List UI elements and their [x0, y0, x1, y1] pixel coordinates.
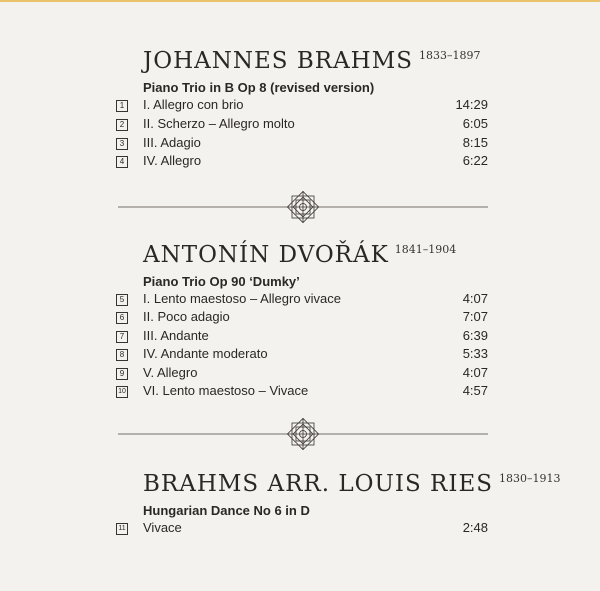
track-row — [116, 520, 491, 538]
composer-heading: ANTONÍN DVOŘÁK $^{1841-1904}$ — [143, 242, 457, 268]
track-row — [116, 116, 491, 134]
composer-heading: BRAHMS ARR. LOUIS RIES $^{1830-1913}$ — [143, 471, 561, 497]
ornamental-star-icon — [287, 418, 319, 450]
track-row — [116, 97, 491, 115]
track-duration: 6:22 — [462, 153, 488, 168]
track-title: II. Scherzo – Allegro molto — [143, 116, 295, 131]
track-number: 5 — [116, 294, 128, 306]
track-duration: 4:07 — [462, 291, 488, 306]
track-row — [116, 365, 491, 383]
work-title: Piano Trio Op 90 ‘Dumky’ — [143, 274, 300, 289]
track-number: 6 — [116, 312, 128, 324]
track-number: 2 — [116, 119, 128, 131]
track-number: 3 — [116, 138, 128, 150]
track-title: II. Poco adagio — [143, 309, 230, 324]
track-row — [116, 328, 491, 346]
track-duration: 2:48 — [462, 520, 488, 535]
work-title: Piano Trio in B Op 8 (revised version) — [143, 80, 375, 95]
track-number: 7 — [116, 331, 128, 343]
composer-dates: 1833–1897 — [419, 49, 481, 62]
track-duration: 5:33 — [462, 346, 488, 361]
work-title: Hungarian Dance No 6 in D — [143, 503, 310, 518]
composer-dates: 1830–1913 — [499, 472, 561, 485]
track-number: 8 — [116, 349, 128, 361]
track-number: 9 — [116, 368, 128, 380]
track-title: IV. Andante moderato — [143, 346, 268, 361]
track-row — [116, 135, 491, 153]
composer-dates: 1841–1904 — [394, 243, 457, 256]
track-row — [116, 346, 491, 364]
track-duration: 6:05 — [462, 116, 488, 131]
track-row — [116, 309, 491, 327]
track-title: IV. Allegro — [143, 153, 202, 168]
track-title: I. Allegro con brio — [143, 97, 244, 112]
track-title: V. Allegro — [143, 365, 198, 380]
track-duration: 4:57 — [462, 383, 488, 398]
track-title: VI. Lento maestoso – Vivace — [143, 383, 309, 398]
track-title: I. Lento maestoso – Allegro vivace — [143, 291, 342, 306]
track-row — [116, 153, 491, 171]
track-duration: 6:39 — [462, 328, 488, 343]
track-number: 10 — [116, 386, 128, 398]
track-title: III. Andante — [143, 328, 209, 343]
composer-heading: JOHANNES BRAHMS $^{1833-1897}$ — [143, 48, 481, 74]
ornamental-divider — [118, 417, 488, 451]
track-number: 1 — [116, 100, 128, 112]
track-duration: 8:15 — [462, 135, 488, 150]
track-title: III. Adagio — [143, 135, 201, 150]
track-number: 4 — [116, 156, 128, 168]
track-title: Vivace — [143, 520, 182, 535]
ornamental-star-icon — [287, 191, 319, 223]
ornamental-divider — [118, 190, 488, 224]
track-duration: 4:07 — [462, 365, 488, 380]
track-row — [116, 383, 491, 401]
track-duration: 7:07 — [462, 309, 488, 324]
track-row — [116, 291, 491, 309]
track-number: 11 — [116, 523, 128, 535]
track-duration: 14:29 — [455, 97, 488, 112]
top-accent-line — [0, 0, 600, 2]
